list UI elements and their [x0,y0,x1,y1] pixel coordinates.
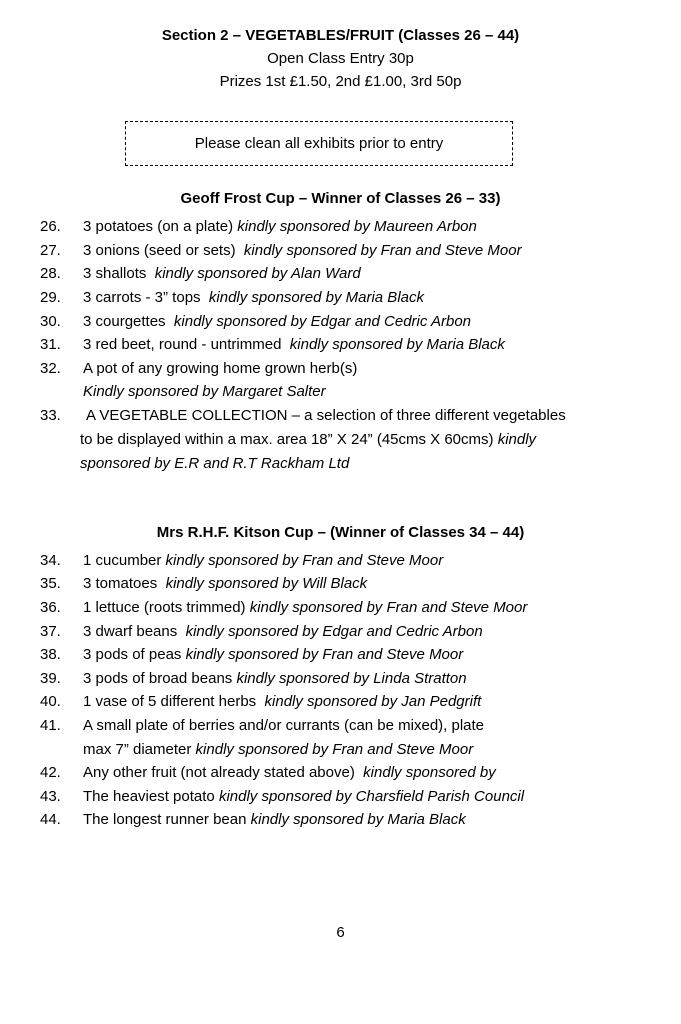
item-sponsor: kindly sponsored by Maria Black [208,289,424,306]
item-text: Any other fruit (not already stated above) [83,764,355,781]
item-continuation [80,431,536,448]
item-text: 3 pods of broad beans [83,670,233,687]
item-number: 40. [40,693,61,710]
list-item [0,242,681,265]
item-text: 3 red beet, round - untrimmed [83,336,282,353]
item-number: 36. [40,599,61,616]
item-number: 35. [40,575,61,592]
list-item [0,552,681,575]
item-text: 3 shallots [83,265,147,282]
list-item [0,764,681,787]
item-text: max 7” diameter [83,741,192,758]
page-number: 6 [336,924,345,941]
item-sponsor: kindly sponsored by Will Black [165,575,368,592]
item-number: 33. [40,407,61,424]
item-number: 34. [40,552,61,569]
item-text: 1 vase of 5 different herbs [83,693,257,710]
prizes-line: Prizes 1st £1.50, 2nd £1.00, 3rd 50p [219,73,462,90]
item-number: 30. [40,313,61,330]
list-item [0,360,681,383]
item-sponsor: kindly sponsored by Linda Stratton [236,670,467,687]
list-item [0,788,681,811]
item-text: The heaviest potato [83,788,215,805]
item-sponsor: kindly sponsored by Charsfield Parish Council [218,788,525,805]
list-item [0,693,681,716]
item-number: 43. [40,788,61,805]
item-continuation [83,741,473,758]
item-text: 3 tomatoes [83,575,158,592]
item-sponsor: kindly sponsored by Maria Black [250,811,466,828]
list-item [0,623,681,646]
item-sponsor: kindly sponsored by Maureen Arbon [237,218,477,235]
item-number: 29. [40,289,61,306]
item-sponsor: kindly sponsored by Fran and Steve Moor [195,741,474,758]
item-text: 1 cucumber [83,552,162,569]
item-sponsor: Kindly sponsored by Margaret Salter [83,383,326,400]
item-continuation [83,383,326,400]
item-text: The longest runner bean [83,811,247,828]
list-item [0,811,681,834]
item-continuation [80,455,349,472]
item-sponsor: kindly sponsored by Fran and Steve Moor [185,646,464,663]
item-text: 3 pods of peas [83,646,182,663]
list-item [0,646,681,669]
list-item [0,670,681,693]
item-sponsor: kindly [497,431,537,448]
list-item [0,313,681,336]
item-sponsor: kindly sponsored by Alan Ward [154,265,361,282]
item-text: A VEGETABLE COLLECTION – a selection of three different vegetables [86,407,566,424]
item-sponsor: sponsored by E.R and R.T Rackham Ltd [80,455,350,472]
list-item [0,336,681,359]
item-number: 37. [40,623,61,640]
item-number: 27. [40,242,61,259]
item-text: 3 dwarf beans [83,623,178,640]
item-number: 28. [40,265,61,282]
item-number: 38. [40,646,61,663]
item-sponsor: kindly sponsored by Maria Black [289,336,505,353]
item-sponsor: kindly sponsored by Fran and Steve Moor [165,552,444,569]
item-number: 31. [40,336,61,353]
list-item [0,407,681,430]
item-text: 1 lettuce (roots trimmed) [83,599,246,616]
cup2-title: Mrs R.H.F. Kitson Cup – (Winner of Classes 34 – 44) [156,524,525,541]
list-item [0,599,681,622]
item-number: 42. [40,764,61,781]
item-sponsor: kindly sponsored by Edgar and Cedric Arbon [173,313,472,330]
item-text: to be displayed within a max. area 18” X 24” (45cms X 60cms) [80,431,494,448]
cup1-title: Geoff Frost Cup – Winner of Classes 26 – 33) [180,190,501,207]
item-sponsor: kindly sponsored by Fran and Steve Moor [249,599,528,616]
item-text: 3 courgettes [83,313,166,330]
item-sponsor: kindly sponsored by [363,764,496,781]
list-item [0,289,681,312]
item-text: 3 potatoes (on a plate) [83,218,234,235]
item-text: A pot of any growing home grown herb(s) [83,360,358,377]
item-text: 3 onions (seed or sets) [83,242,236,259]
item-number: 39. [40,670,61,687]
item-number: 32. [40,360,61,377]
notice-text: Please clean all exhibits prior to entry [194,135,444,152]
list-item [0,218,681,241]
list-item [0,717,681,740]
list-item [0,265,681,288]
item-sponsor: kindly sponsored by Edgar and Cedric Arbon [185,623,483,640]
notice-box [125,121,513,166]
item-text: 3 carrots - 3” tops [83,289,201,306]
item-number: 44. [40,811,61,828]
item-sponsor: kindly sponsored by Fran and Steve Moor [243,242,522,259]
section-title: Section 2 – VEGETABLES/FRUIT (Classes 26 – 44) [161,27,520,44]
item-number: 41. [40,717,61,734]
item-sponsor: kindly sponsored by Jan Pedgrift [264,693,482,710]
item-text: A small plate of berries and/or currants (can be mixed), plate [83,717,485,734]
entry-fee: Open Class Entry 30p [267,50,414,67]
item-number: 26. [40,218,61,235]
list-item [0,575,681,598]
